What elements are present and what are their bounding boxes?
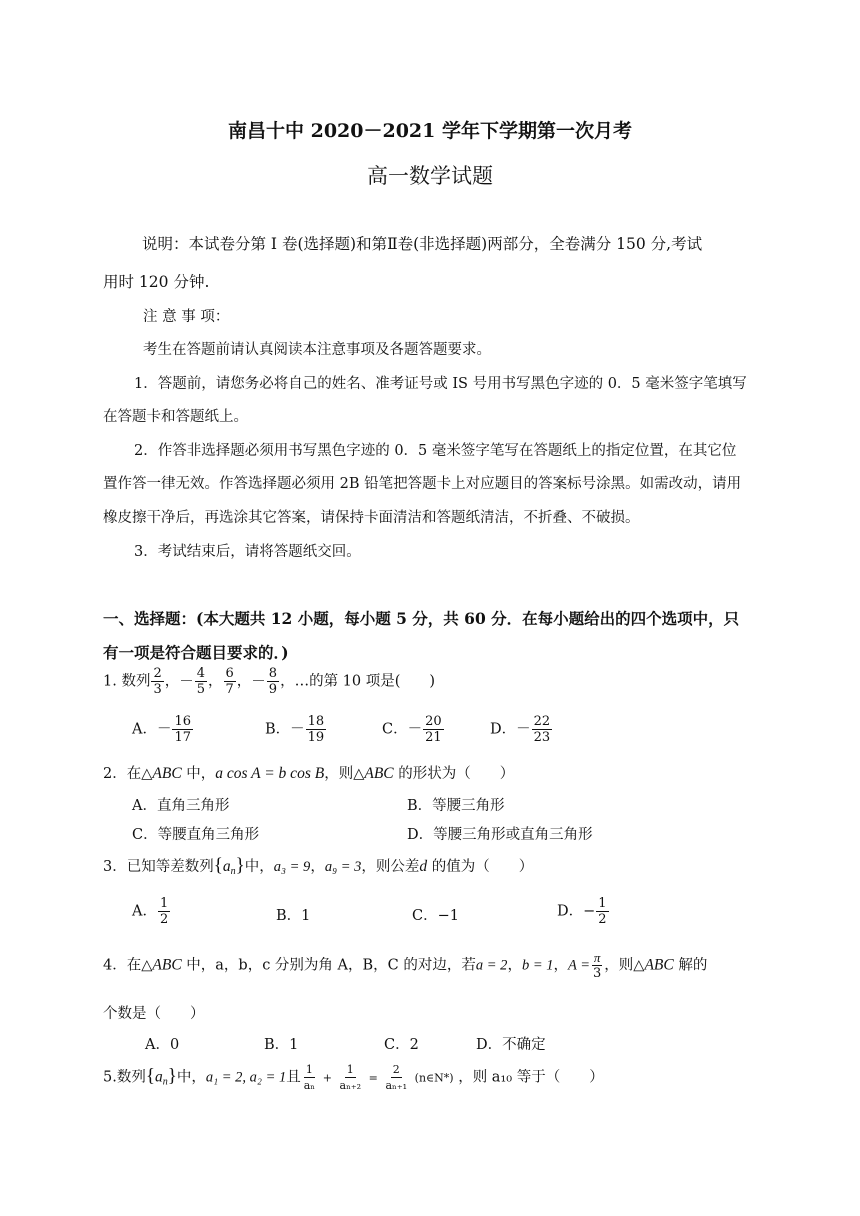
question-1-seq-term-3: $\frac{6}{7}$ <box>225 666 234 697</box>
notice-item-2-line-1: 2．作答非选择题必须用书写黑色字迹的 0．5 毫米签字笔写在答题纸上的指定位置，在其它位 <box>134 443 737 459</box>
notice-item-1-line-2: 在答题卡和答题纸上。 <box>103 409 248 425</box>
notice-item-1-line-1: 1．答题前，请您务必将自己的姓名、准考证号或 IS 号用书写黑色字迹的 0．5 毫米签字笔填写 <box>134 376 747 392</box>
section-1-heading-line-1: 一、选择题：(本大题共 12 小题，每小题 5 分，共 60 分．在每小题给出的四个选项中，只 <box>103 609 740 628</box>
question-3-option-a: A． $\frac{1}{2}$ <box>132 896 169 927</box>
question-1-suffix: ，…的第 10 项是( ) <box>280 673 436 690</box>
notice-item-3: 3．考试结束后，请将答题纸交回。 <box>134 544 361 560</box>
question-2-option-b: B．等腰三角形 <box>407 798 505 814</box>
question-2-option-a: A．直角三角形 <box>132 798 230 814</box>
question-4: 4．在△ABC 中，a，b，c 分别为角 A，B，C 的对边，若a = 2，b = 1，A = $\frac{\pi}{3}$ ，则△ABC 解的 <box>103 950 708 981</box>
question-1-seq-term-1: $\frac{2}{3}$ <box>153 666 162 697</box>
question-2: 2．在△ABC 中，a cos A = b cos B，则△ABC 的形状为（ ） <box>103 765 515 782</box>
question-1-seq-term-4: － $\frac{8}{9}$ <box>251 666 278 697</box>
question-3-option-d: D．− $\frac{1}{2}$ <box>557 896 607 927</box>
question-2-option-d: D．等腰三角形或直角三角形 <box>407 827 593 843</box>
question-1-option-d: D．－ $\frac{22}{23}$ <box>490 714 551 745</box>
question-5: 5.数列$\{a_n\}$中，a₁ = 2, a₂ = 1且 $\frac{1}{\text{aₙ}}$ + $\frac{1}{\text{aₙ₊₂}}$ = $\frac{2}{\text{aₙ₊₁}}$ (n∈N*) ，则 a₁₀ 等于（ ） <box>103 1063 604 1092</box>
exam-subtitle: 高一数学试题 <box>367 164 493 188</box>
question-4-option-a: A．0 <box>145 1037 180 1053</box>
exam-title: 南昌十中 2020－2021 学年下学期第一次月考 <box>228 120 632 142</box>
question-3-a3: a₃ = 9 <box>273 859 311 875</box>
section-1-heading-line-2: 有一项是符合题目要求的．) <box>103 643 289 662</box>
question-4-option-d: D．不确定 <box>476 1037 546 1053</box>
question-1-option-c: C．－ $\frac{20}{21}$ <box>382 714 442 745</box>
notice-item-2-line-3: 橡皮擦干净后，再选涂其它答案，请保持卡面清洁和答题纸清洁，不折叠、不破损。 <box>103 510 640 526</box>
question-4-option-c: C．2 <box>384 1037 419 1053</box>
question-3-option-b: B．1 <box>276 908 311 924</box>
question-1-option-a: A．－ $\frac{16}{17}$ <box>132 714 192 745</box>
question-4-line-2: 个数是（ ） <box>103 1006 205 1022</box>
instruction-line-2: 用时 120 分钟. <box>103 273 210 291</box>
question-3-option-c: C．−1 <box>412 908 459 924</box>
question-2-condition: a cos A = b cos B <box>215 765 325 782</box>
question-4-option-b: B．1 <box>264 1037 299 1053</box>
question-1-seq-term-2: － $\frac{4}{5}$ <box>179 666 206 697</box>
notice-title: 注 意 事 项： <box>143 309 230 325</box>
question-3: 3．已知等差数列$\{a_n\}$中，a₃ = 9，a₉ = 3，则公差d 的值为（ ） <box>103 855 534 877</box>
notice-item-2-line-2: 置作答一律无效。作答选择题必须用 2B 铅笔把答题卡上对应题目的答案标号涂黑。如需改动，请用 <box>103 476 742 492</box>
question-3-a9: a₉ = 3 <box>324 859 362 875</box>
question-1-option-b: B．－ $\frac{18}{19}$ <box>265 714 325 745</box>
question-1: 1. 数列 $\frac{2}{3}$ ，－ $\frac{4}{5}$ ， $\frac{6}{7}$ ，－ $\frac{8}{9}$ ，…的第 10 项是( ) <box>103 666 436 697</box>
notice-intro: 考生在答题前请认真阅读本注意事项及各题答题要求。 <box>143 342 491 358</box>
question-1-prefix: 1. 数列 <box>103 673 151 690</box>
question-2-option-c: C．等腰直角三角形 <box>132 827 260 843</box>
question-5-initial-terms: a₁ = 2, a₂ = 1 <box>205 1069 287 1086</box>
instruction-line-1: 说明：本试卷分第 I 卷(选择题)和第Ⅱ卷(非选择题)两部分，全卷满分 150 分,考试 <box>142 235 703 253</box>
